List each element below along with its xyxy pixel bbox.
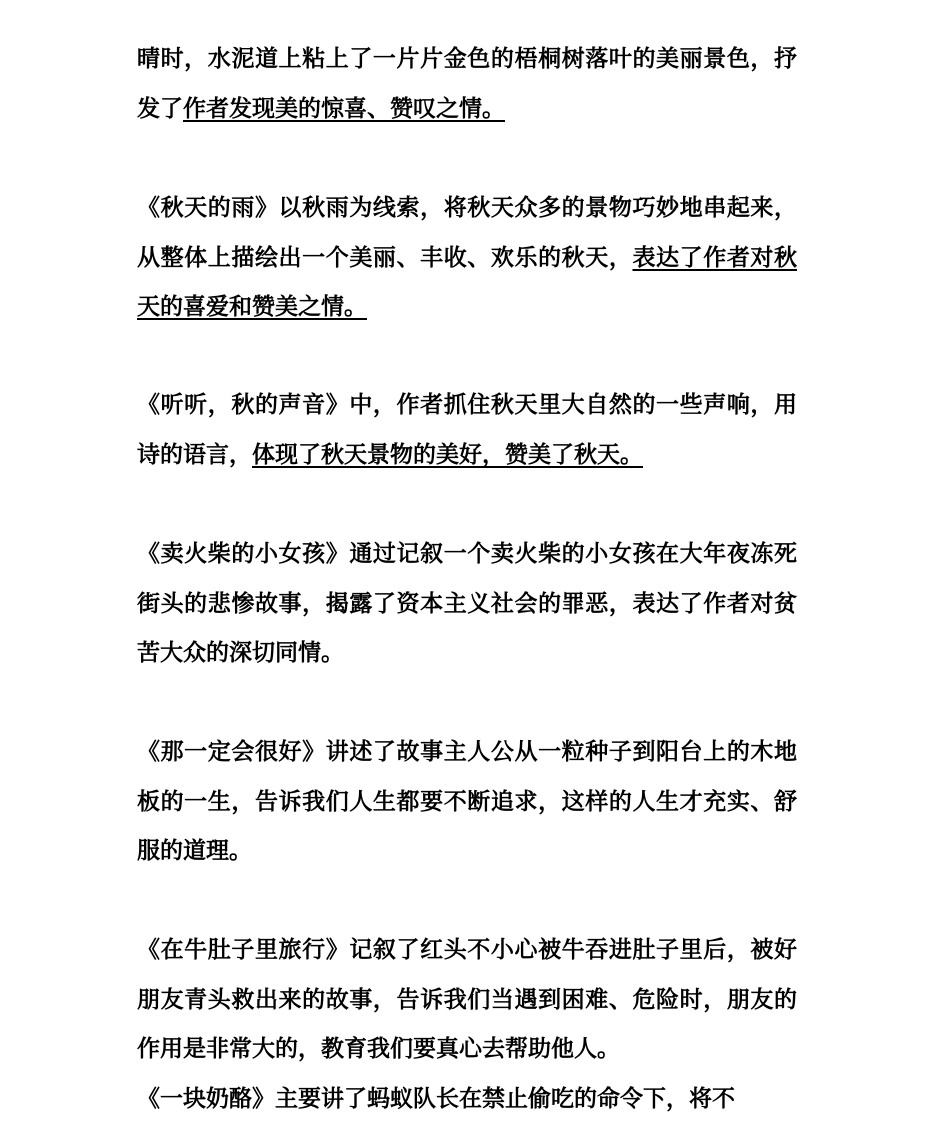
paragraph-match-girl xyxy=(137,530,797,679)
paragraph-cow-stomach-travel xyxy=(137,926,797,1075)
paragraph-text: 《一块奶酪》主要讲了蚂蚁队长在禁止偷吃的命令下，将不 xyxy=(137,1086,735,1112)
paragraph-autumn-road xyxy=(137,35,797,134)
paragraph-text: 《在牛肚子里旅行》记叙了红头不小心被牛吞进肚子里后，被好朋友青头救出来的故事，告诉我们当遇到困难、危险时，朋友的作用是非常大的，教育我们要真心去帮助他人。 xyxy=(137,937,797,1062)
paragraph-it-will-be-good xyxy=(137,728,797,877)
paragraph-text: 《卖火柴的小女孩》通过记叙一个卖火柴的小女孩在大年夜冻死街头的悲惨故事，揭露了资本主义社会的罪恶，表达了作者对贫苦大众的深切同情。 xyxy=(137,541,797,666)
paragraph-piece-of-cheese xyxy=(137,1075,797,1125)
paragraph-text: 《那一定会很好》讲述了故事主人公从一粒种子到阳台上的木地板的一生，告诉我们人生都要不断追求，这样的人生才充实、舒服的道理。 xyxy=(137,739,797,864)
paragraph-autumn-rain xyxy=(137,184,797,333)
paragraph-text: 晴时，水泥道上粘上了一片片金色的梧桐树落叶的美丽景色，抒发了 xyxy=(137,46,797,122)
underlined-phrase: 作者发现美的惊喜、赞叹之情。 xyxy=(183,95,505,122)
underlined-phrase: 表达了作者对秋天的喜爱和赞美之情。 xyxy=(137,244,798,320)
paragraph-autumn-sound xyxy=(137,381,797,480)
paragraph-text: 《秋天的雨》以秋雨为线索，将秋天众多的景物巧妙地串起来，从整体上描绘出一个美丽、丰收、欢乐的秋天， xyxy=(137,195,797,271)
underlined-phrase: 体现了秋天景物的美好，赞美了秋天。 xyxy=(252,441,643,468)
paragraph-text: 《听听，秋的声音》中，作者抓住秋天里大自然的一些声响，用诗的语言， xyxy=(137,392,797,468)
